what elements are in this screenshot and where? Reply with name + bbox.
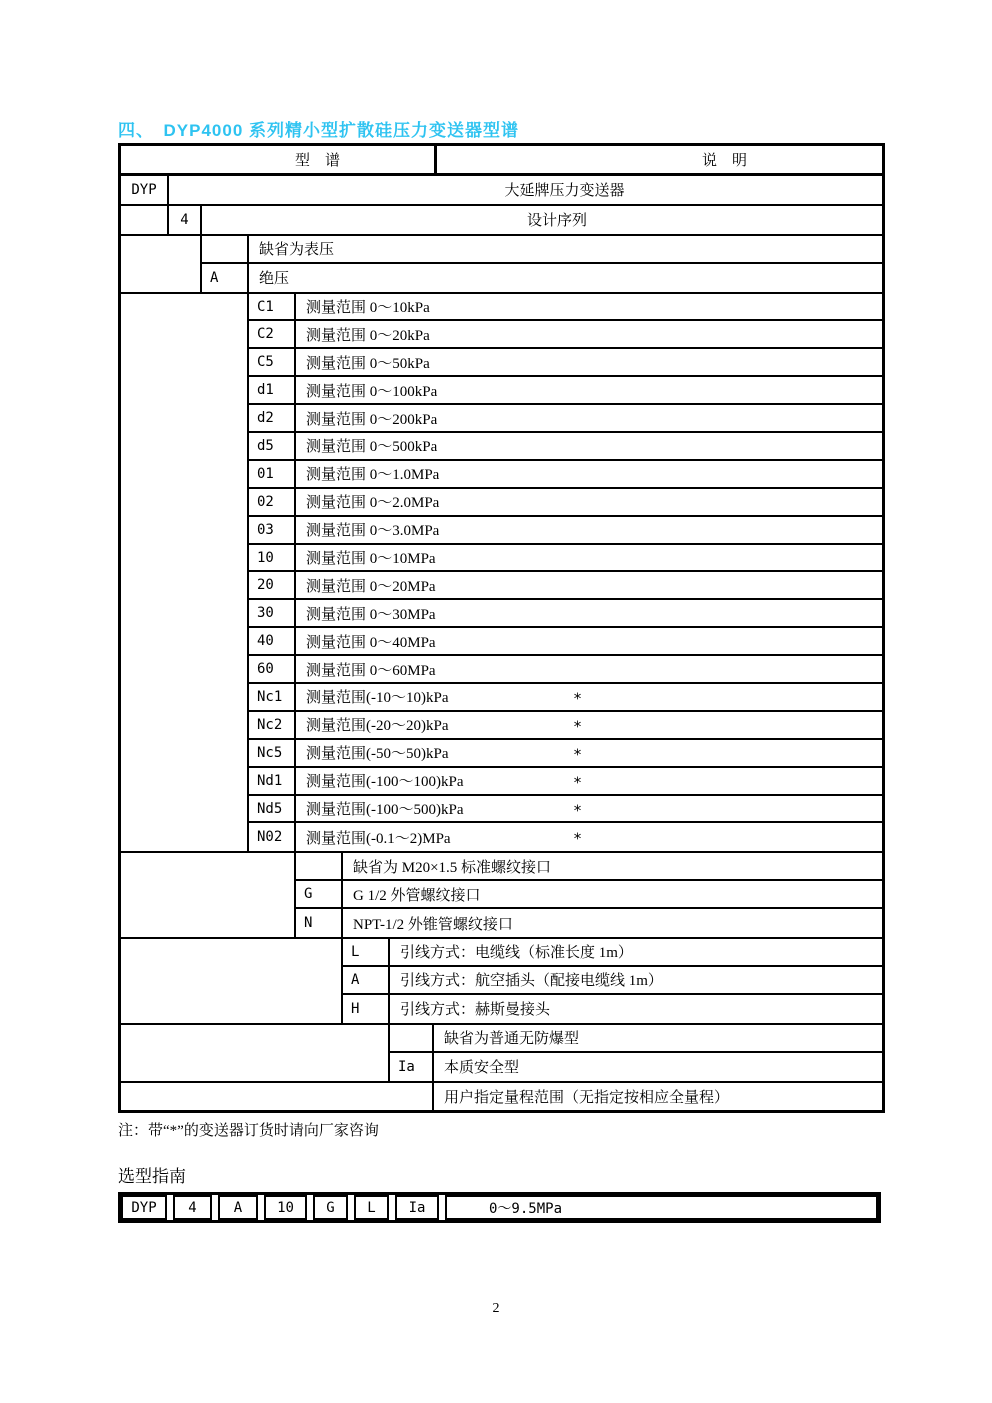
- spectrum-row: [249, 572, 882, 600]
- code-cell: DYP: [121, 176, 169, 204]
- code-cell: 60: [249, 656, 296, 682]
- code-cell: Nc1: [249, 684, 296, 710]
- spectrum-row: [249, 740, 882, 768]
- spectrum-row: [249, 489, 882, 517]
- description-cell: [296, 796, 882, 822]
- description-text: 引线方式：电缆线（标准长度 1m）: [400, 945, 633, 962]
- code-cell: C5: [249, 349, 296, 375]
- description-cell: [390, 967, 882, 993]
- spectrum-block: [121, 937, 882, 1023]
- code-cell: C2: [249, 321, 296, 347]
- description-cell: [296, 600, 882, 626]
- code-cell: H: [343, 995, 390, 1023]
- code-cell: 02: [249, 489, 296, 515]
- description-text: 测量范围 0～20kPa: [306, 327, 430, 344]
- description-cell: [296, 433, 882, 459]
- description-text: 缺省为普通无防爆型: [444, 1031, 580, 1048]
- page-title: 四、 DYP4000 系列精小型扩散硅压力变送器型谱: [118, 121, 519, 140]
- code-cell: N: [296, 909, 343, 937]
- code-cell: d1: [249, 377, 296, 403]
- spectrum-row: [296, 853, 882, 881]
- spectrum-table-body: [121, 176, 882, 1110]
- description-cell: [296, 740, 882, 766]
- spectrum-rows: [121, 176, 882, 204]
- guide-heading: 选型指南: [118, 1167, 186, 1186]
- asterisk-marker: *: [573, 717, 583, 736]
- header-model-spectrum: 型 谱: [121, 146, 437, 173]
- note-text: 注：带“*”的变送器订货时请向厂家咨询: [118, 1123, 379, 1139]
- guide-cell: L: [354, 1195, 389, 1220]
- code-cell: Nc2: [249, 712, 296, 738]
- header-description: 说 明: [701, 153, 747, 169]
- spectrum-row: [249, 545, 882, 573]
- spacer-cell: [121, 294, 249, 852]
- description-text: 测量范围 0～10MPa: [306, 551, 436, 568]
- description-cell: [249, 264, 882, 292]
- description-cell: [434, 1025, 882, 1051]
- spectrum-row: [249, 461, 882, 489]
- description-cell: [434, 1083, 882, 1111]
- code-cell: Nd5: [249, 796, 296, 822]
- code-cell: Nd1: [249, 768, 296, 794]
- guide-cell: 10: [264, 1195, 307, 1220]
- asterisk-marker: *: [573, 745, 583, 764]
- code-cell: [390, 1025, 434, 1051]
- spectrum-row: [249, 796, 882, 824]
- spacer-cell: [121, 1083, 434, 1111]
- description-text: 测量范围 0～10kPa: [306, 300, 430, 316]
- code-cell: A: [202, 264, 249, 292]
- description-cell: [202, 206, 882, 234]
- code-cell: d2: [249, 405, 296, 431]
- description-text: 测量范围 0～500kPa: [306, 439, 438, 456]
- description-text: 测量范围(-100～100)kPa: [306, 774, 464, 791]
- description-text: 测量范围(-50～50)kPa: [306, 746, 449, 763]
- description-text: 测量范围 0～30MPa: [306, 606, 436, 623]
- guide-table: [118, 1192, 881, 1223]
- spacer-cell: [121, 853, 296, 937]
- code-cell: Nc5: [249, 740, 296, 766]
- description-cell: [296, 349, 882, 375]
- guide-cell: G: [313, 1195, 348, 1220]
- code-cell: L: [343, 939, 390, 965]
- description-text: 绝压: [259, 271, 290, 288]
- code-cell: G: [296, 881, 343, 907]
- description-cell: [390, 995, 882, 1023]
- description-text: NPT-1/2 外锥管螺纹接口: [353, 916, 513, 933]
- description-text: 测量范围 0～3.0MPa: [306, 523, 440, 540]
- spectrum-row: [249, 823, 882, 851]
- description-cell: [296, 517, 882, 543]
- description-text: 大延牌压力变送器: [504, 183, 625, 200]
- spectrum-row: [249, 768, 882, 796]
- description-text: 测量范围(-10～10)kPa: [306, 690, 449, 707]
- spectrum-block: [121, 204, 882, 234]
- spectrum-row: [249, 377, 882, 405]
- asterisk-marker: *: [573, 773, 583, 792]
- description-text: 测量范围 0～200kPa: [306, 411, 438, 428]
- spectrum-row: [249, 294, 882, 322]
- spectrum-row: [249, 684, 882, 712]
- description-text: 测量范围 0～2.0MPa: [306, 495, 440, 512]
- spectrum-row: [296, 881, 882, 909]
- code-cell: A: [343, 967, 390, 993]
- code-cell: [202, 236, 249, 262]
- asterisk-marker: *: [573, 689, 583, 708]
- description-text: 测量范围(-0.1～2)MPa: [306, 830, 451, 847]
- description-text: 测量范围(-100～500)kPa: [306, 802, 464, 819]
- spectrum-row: [249, 712, 882, 740]
- spacer-cell: [121, 1025, 390, 1081]
- code-cell: d5: [249, 433, 296, 459]
- guide-cell: DYP: [121, 1195, 167, 1220]
- description-cell: [296, 712, 882, 738]
- description-text: 测量范围 0～1.0MPa: [306, 467, 440, 484]
- description-cell: [169, 176, 882, 204]
- spectrum-block: [121, 1081, 882, 1111]
- description-cell: [296, 656, 882, 682]
- spectrum-rows: [202, 236, 882, 292]
- spacer-cell: [121, 939, 343, 1023]
- description-text: 设计序列: [526, 213, 587, 230]
- spectrum-row: [121, 176, 882, 204]
- description-cell: [249, 236, 882, 262]
- description-text: 测量范围 0～100kPa: [306, 383, 438, 400]
- description-cell: [296, 489, 882, 515]
- spectrum-rows: [249, 294, 882, 852]
- description-cell: [296, 768, 882, 794]
- guide-cell: A: [218, 1195, 258, 1220]
- description-cell: [296, 572, 882, 598]
- asterisk-marker: *: [573, 800, 583, 819]
- description-text: 本质安全型: [444, 1060, 520, 1077]
- code-cell: 03: [249, 517, 296, 543]
- description-cell: [296, 823, 882, 851]
- spectrum-row: [249, 433, 882, 461]
- spectrum-rows: [390, 1025, 882, 1081]
- spectrum-rows: [343, 939, 882, 1023]
- spacer-cell: [121, 206, 169, 234]
- description-text: 测量范围 0～20MPa: [306, 578, 436, 595]
- code-cell: [296, 853, 343, 879]
- spectrum-row: [202, 236, 882, 264]
- spectrum-row: [249, 349, 882, 377]
- description-text: 测量范围(-20～20)kPa: [306, 718, 449, 735]
- code-cell: C1: [249, 294, 296, 320]
- description-text: 缺省为 M20×1.5 标准螺纹接口: [353, 859, 552, 876]
- description-cell: [296, 545, 882, 571]
- spectrum-block: [121, 234, 882, 292]
- description-cell: [434, 1053, 882, 1081]
- spectrum-row: [434, 1083, 882, 1111]
- guide-cell: 4: [173, 1195, 212, 1220]
- code-cell: N02: [249, 823, 296, 851]
- description-cell: [343, 881, 882, 907]
- description-cell: [296, 294, 882, 320]
- description-cell: [390, 939, 882, 965]
- spectrum-row: [249, 321, 882, 349]
- description-cell: [296, 321, 882, 347]
- description-text: 缺省为表压: [259, 242, 335, 259]
- description-cell: [343, 909, 882, 937]
- spectrum-block: [121, 292, 882, 852]
- description-text: 测量范围 0～50kPa: [306, 355, 430, 372]
- spectrum-row: [249, 517, 882, 545]
- description-text: 用户指定量程范围（无指定按相应全量程）: [444, 1089, 730, 1106]
- description-text: 引线方式：航空插头（配接电缆线 1m）: [400, 973, 663, 990]
- page-number: 2: [492, 1301, 500, 1316]
- guide-cell: Ia: [395, 1195, 439, 1220]
- spectrum-row: [249, 405, 882, 433]
- spectrum-row: [343, 939, 882, 967]
- spectrum-row: [249, 656, 882, 684]
- code-cell: 40: [249, 628, 296, 654]
- spectrum-rows: [169, 206, 882, 234]
- description-text: 测量范围 0～40MPa: [306, 634, 436, 651]
- description-cell: [296, 377, 882, 403]
- spectrum-row: [343, 995, 882, 1023]
- spectrum-block: [121, 1023, 882, 1081]
- spectrum-rows: [434, 1083, 882, 1111]
- spectrum-row: [249, 600, 882, 628]
- description-text: 测量范围 0～60MPa: [306, 662, 436, 679]
- code-cell: 01: [249, 461, 296, 487]
- guide-cell: 0～9.5MPa: [445, 1195, 878, 1220]
- spectrum-row: [249, 628, 882, 656]
- description-text: G 1/2 外管螺纹接口: [353, 887, 481, 904]
- description-cell: [296, 405, 882, 431]
- description-cell: [296, 461, 882, 487]
- description-cell: [296, 628, 882, 654]
- spectrum-row: [390, 1025, 882, 1053]
- spectrum-row: [296, 909, 882, 937]
- description-cell: [343, 853, 882, 879]
- code-cell: 20: [249, 572, 296, 598]
- spectrum-row: [343, 967, 882, 995]
- code-cell: 30: [249, 600, 296, 626]
- description-text: 引线方式：赫斯曼接头: [400, 1002, 551, 1019]
- spectrum-table: [118, 143, 885, 1113]
- spectrum-row: [169, 206, 882, 234]
- spectrum-block: [121, 176, 882, 204]
- spectrum-table-header: [121, 146, 882, 176]
- spectrum-block: [121, 851, 882, 937]
- code-cell: 4: [169, 206, 202, 234]
- spectrum-row: [202, 264, 882, 292]
- spectrum-row: [390, 1053, 882, 1081]
- spacer-cell: [121, 236, 202, 292]
- spectrum-rows: [296, 853, 882, 937]
- code-cell: Ia: [390, 1053, 434, 1081]
- code-cell: 10: [249, 545, 296, 571]
- asterisk-marker: *: [573, 829, 583, 848]
- description-cell: [296, 684, 882, 710]
